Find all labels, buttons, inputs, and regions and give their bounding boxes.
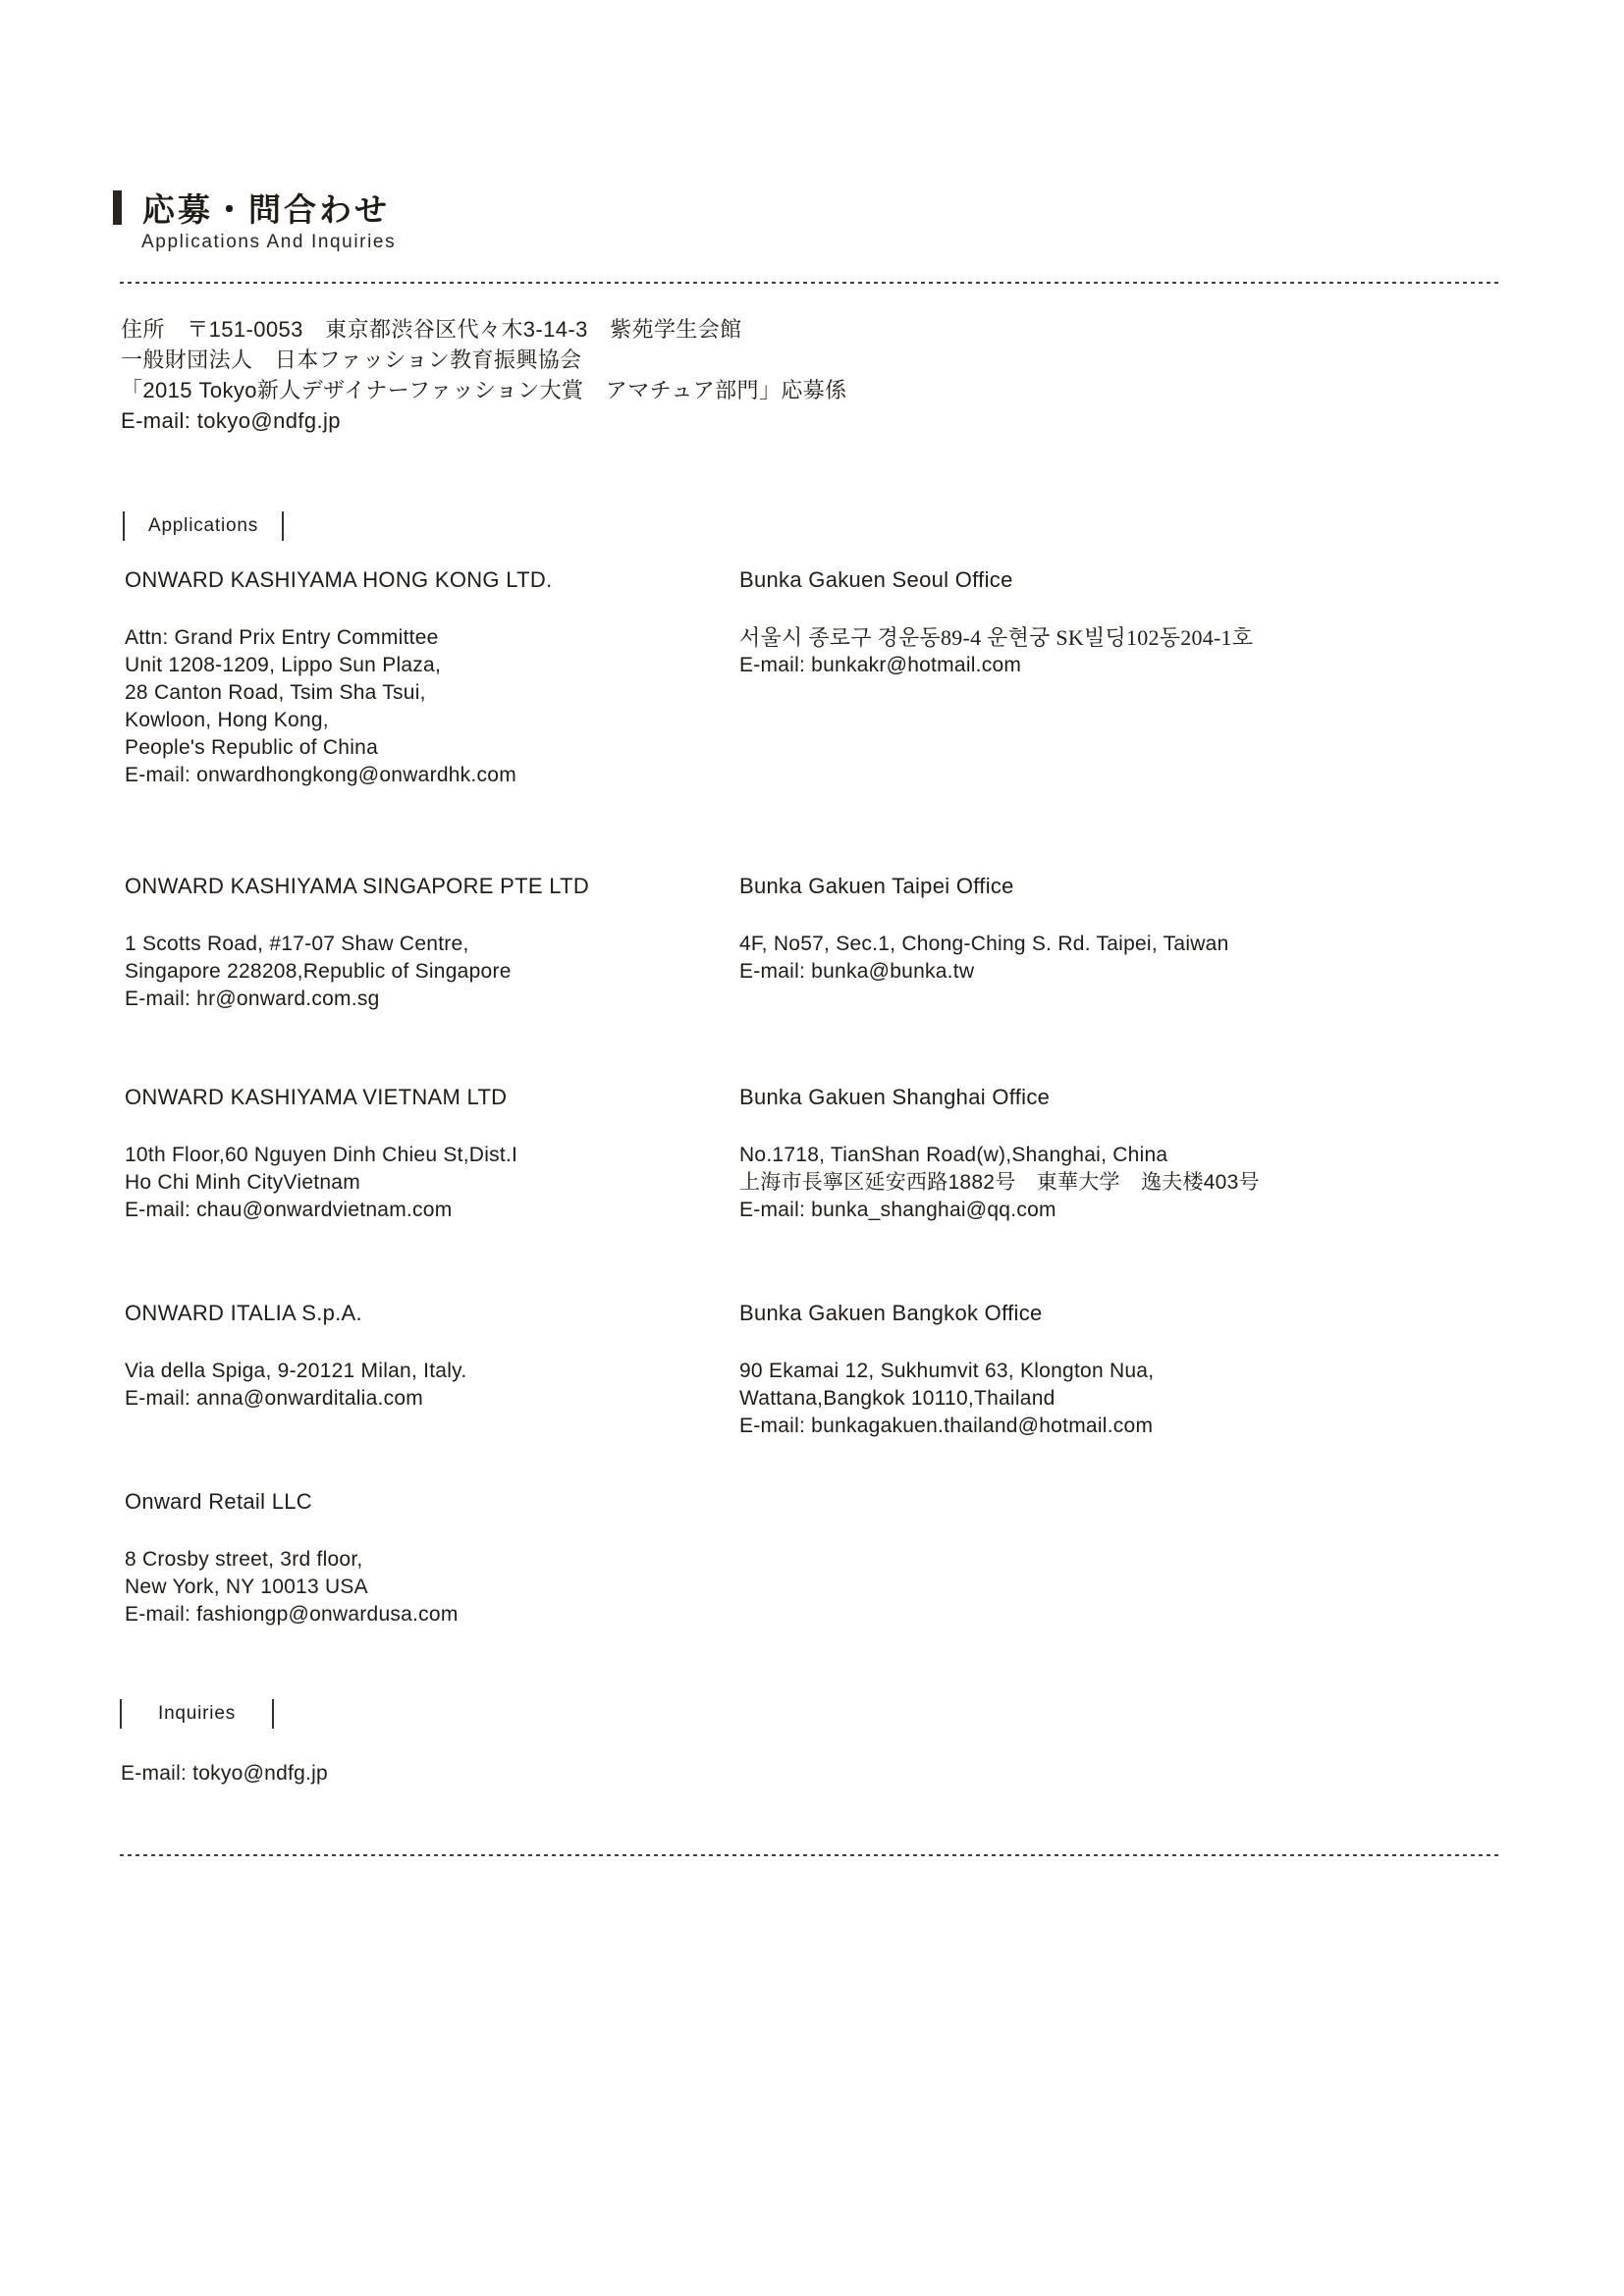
inquiries-email: E-mail: tokyo@ndfg.jp	[121, 1762, 328, 1785]
office-bunka-taipei	[739, 874, 1229, 986]
office-name: ONWARD ITALIA S.p.A.	[125, 1301, 362, 1325]
contact-email: E-mail: tokyo@ndfg.jp	[121, 408, 341, 433]
address-line: Unit 1208-1209, Lippo Sun Plaza,	[125, 654, 442, 676]
address-line: New York, NY 10013 USA	[125, 1575, 368, 1598]
contact-address-block	[121, 314, 847, 436]
email-line: E-mail: fashiongp@onwardusa.com	[125, 1603, 459, 1626]
address-line: Via della Spiga, 9-20121 Milan, Italy.	[125, 1360, 467, 1382]
page-subtitle: Applications And Inquiries	[141, 232, 397, 252]
office-onward-hongkong	[125, 567, 553, 789]
address-line: 8 Crosby street, 3rd floor,	[125, 1548, 363, 1571]
address-line: Ho Chi Minh CityVietnam	[125, 1171, 360, 1194]
office-name: Onward Retail LLC	[125, 1489, 312, 1514]
office-onward-singapore	[125, 874, 589, 1013]
email-line: E-mail: bunka@bunka.tw	[739, 960, 975, 983]
office-onward-italia	[125, 1301, 466, 1413]
contact-address-line: 一般財団法人 日本ファッション教育振興協会	[121, 347, 582, 372]
applications-section-label	[123, 511, 284, 541]
office-name: Bunka Gakuen Taipei Office	[739, 874, 1014, 898]
address-line: Singapore 228208,Republic of Singapore	[125, 960, 512, 983]
inquiries-section-label	[120, 1699, 274, 1729]
label-left-bar	[120, 1699, 122, 1729]
address-line: 上海市長寧区延安西路1882号 東華大学 逸夫楼403号	[739, 1171, 1260, 1194]
office-onward-retail	[125, 1489, 459, 1629]
email-line: E-mail: anna@onwarditalia.com	[125, 1387, 424, 1410]
email-line: E-mail: onwardhongkong@onwardhk.com	[125, 764, 516, 786]
inquiries-label-text: Inquiries	[157, 1703, 237, 1724]
office-bunka-bangkok	[739, 1301, 1154, 1440]
office-bunka-shanghai	[739, 1085, 1260, 1224]
office-name: Bunka Gakuen Seoul Office	[739, 567, 1013, 592]
label-right-bar	[272, 1699, 274, 1729]
office-name: ONWARD KASHIYAMA VIETNAM LTD	[125, 1085, 508, 1109]
office-name: ONWARD KASHIYAMA SINGAPORE PTE LTD	[125, 874, 590, 898]
divider-bottom	[120, 1854, 1499, 1856]
address-line: 4F, No57, Sec.1, Chong-Ching S. Rd. Taipei, Taiwan	[739, 933, 1229, 955]
address-line: People's Republic of China	[125, 736, 378, 759]
page-title: 応募・問合わせ	[142, 191, 390, 228]
office-onward-vietnam	[125, 1085, 517, 1224]
contact-address-line: 「2015 Tokyo新人デザイナーファッション大賞 アマチュア部門」応募係	[121, 378, 847, 402]
label-left-bar	[123, 511, 125, 541]
email-line: E-mail: bunka_shanghai@qq.com	[739, 1199, 1056, 1221]
applications-label-text: Applications	[147, 515, 259, 536]
address-line: 1 Scotts Road, #17-07 Shaw Centre,	[125, 933, 469, 955]
address-line: 10th Floor,60 Nguyen Dinh Chieu St,Dist.I	[125, 1144, 518, 1166]
address-line: No.1718, TianShan Road(w),Shanghai, China	[739, 1144, 1168, 1166]
address-line: 90 Ekamai 12, Sukhumvit 63, Klongton Nua,	[739, 1360, 1155, 1382]
address-line: Attn: Grand Prix Entry Committee	[125, 626, 439, 649]
office-name: ONWARD KASHIYAMA HONG KONG LTD.	[125, 567, 553, 592]
label-right-bar	[282, 511, 284, 541]
email-line: E-mail: chau@onwardvietnam.com	[125, 1199, 453, 1221]
email-line: E-mail: hr@onward.com.sg	[125, 988, 380, 1010]
heading-accent-bar	[113, 190, 122, 225]
email-line: E-mail: bunkakr@hotmail.com	[739, 654, 1022, 676]
office-bunka-seoul	[739, 567, 1253, 679]
office-name: Bunka Gakuen Bangkok Office	[739, 1301, 1043, 1325]
address-line: Wattana,Bangkok 10110,Thailand	[739, 1387, 1056, 1410]
address-line: Kowloon, Hong Kong,	[125, 709, 329, 731]
contact-address-line: 住所 〒151-0053 東京都渋谷区代々木3-14-3 紫苑学生会館	[121, 317, 742, 342]
office-name: Bunka Gakuen Shanghai Office	[739, 1085, 1051, 1109]
divider-top	[120, 282, 1499, 284]
address-line: 서울시 종로구 경운동89-4 운현궁 SK빌딩102동204-1호	[739, 625, 1254, 650]
email-line: E-mail: bunkagakuen.thailand@hotmail.com	[739, 1415, 1154, 1437]
address-line: 28 Canton Road, Tsim Sha Tsui,	[125, 681, 426, 704]
